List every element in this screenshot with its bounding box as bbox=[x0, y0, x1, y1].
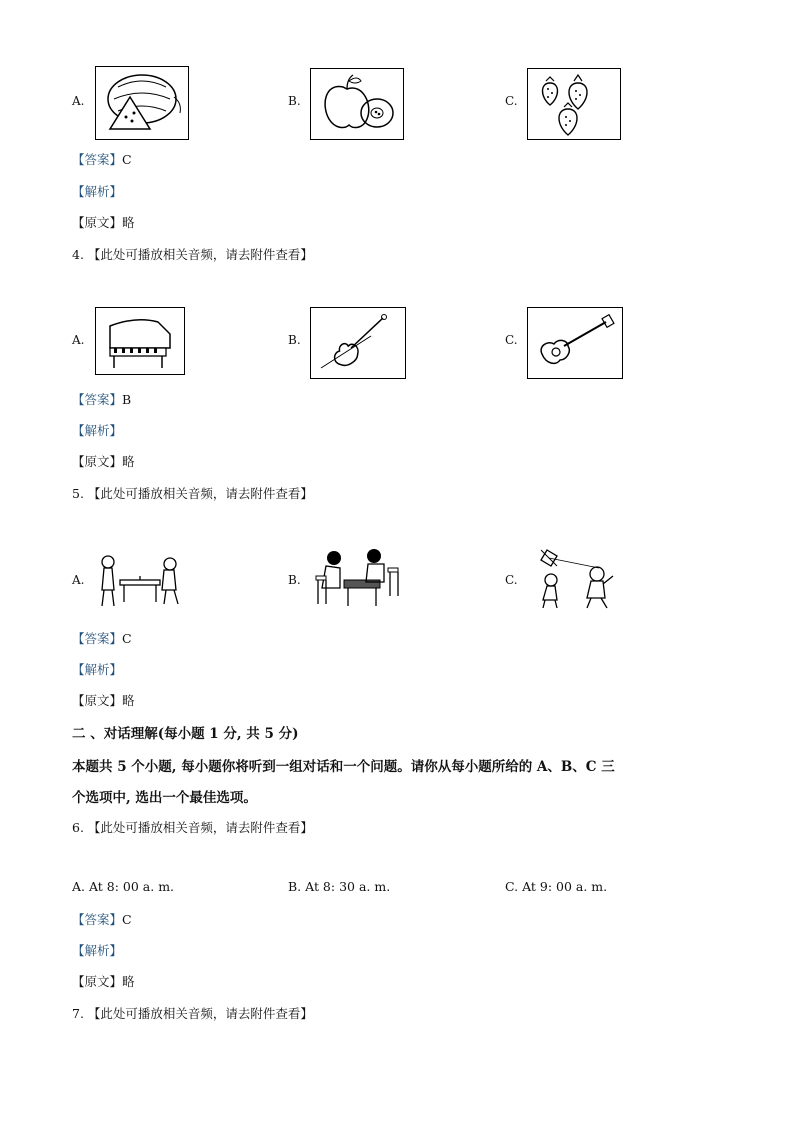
q4-option-c[interactable] bbox=[505, 333, 527, 347]
q5-option-c[interactable] bbox=[505, 573, 527, 587]
q5-option-a[interactable] bbox=[72, 573, 94, 587]
q4-original bbox=[72, 452, 135, 470]
answer-value: C bbox=[122, 631, 132, 646]
chess-kids-icon bbox=[310, 546, 406, 612]
option-letter: C. bbox=[505, 94, 518, 108]
original-value: 略 bbox=[122, 693, 135, 708]
q3-answer bbox=[72, 150, 132, 168]
q3-option-c[interactable] bbox=[505, 94, 527, 108]
piano-icon bbox=[95, 307, 185, 375]
ping-pong-kids-icon bbox=[94, 550, 186, 614]
q5-analysis-label: 【解析】 bbox=[72, 662, 123, 677]
strawberry-icon bbox=[527, 68, 621, 140]
section-instruction-line1: 本题共 5 个小题, 每小题你将听到一组对话和一个问题。请你从每小题所给的 A、B、C 三 bbox=[72, 759, 615, 775]
q5-answer bbox=[72, 629, 132, 647]
q6-answer bbox=[72, 910, 132, 928]
option-letter: C. bbox=[505, 573, 518, 587]
option-letter: B. bbox=[288, 333, 301, 347]
answer-label: 【答案】 bbox=[72, 152, 123, 167]
answer-label: 【答案】 bbox=[72, 392, 123, 407]
q3-option-b[interactable] bbox=[288, 94, 310, 108]
q6-option-b[interactable]: B. At 8: 30 a. m. bbox=[288, 879, 391, 894]
answer-value: C bbox=[122, 152, 132, 167]
apple-icon bbox=[310, 68, 404, 140]
original-label: 【原文】 bbox=[72, 974, 123, 989]
q6-option-c[interactable]: C. At 9: 00 a. m. bbox=[505, 879, 608, 894]
option-letter: A. bbox=[72, 333, 85, 347]
q3-original bbox=[72, 213, 135, 231]
q7-prompt[interactable]: 7. 【此处可播放相关音频，请去附件查看】 bbox=[72, 1006, 313, 1021]
q5-option-b[interactable] bbox=[288, 573, 310, 587]
option-letter: C. bbox=[505, 333, 518, 347]
q4-analysis-label: 【解析】 bbox=[72, 423, 123, 438]
q6-original bbox=[72, 972, 135, 990]
q4-prompt[interactable]: 4. 【此处可播放相关音频，请去附件查看】 bbox=[72, 247, 313, 262]
original-label: 【原文】 bbox=[72, 693, 123, 708]
original-value: 略 bbox=[122, 974, 135, 989]
original-label: 【原文】 bbox=[72, 215, 123, 230]
q5-original bbox=[72, 691, 135, 709]
q3-option-a[interactable] bbox=[72, 94, 94, 108]
option-letter: B. bbox=[288, 573, 301, 587]
q6-analysis-label: 【解析】 bbox=[72, 943, 123, 958]
guitar-icon bbox=[527, 307, 623, 379]
option-letter: A. bbox=[72, 94, 85, 108]
original-value: 略 bbox=[122, 454, 135, 469]
answer-value: C bbox=[122, 912, 132, 927]
q4-option-b[interactable] bbox=[288, 333, 310, 347]
answer-label: 【答案】 bbox=[72, 912, 123, 927]
option-letter: B. bbox=[288, 94, 301, 108]
q4-option-a[interactable] bbox=[72, 333, 94, 347]
q3-analysis-label: 【解析】 bbox=[72, 184, 123, 199]
watermelon-icon bbox=[95, 66, 189, 140]
q6-prompt[interactable]: 6. 【此处可播放相关音频，请去附件查看】 bbox=[72, 820, 313, 835]
answer-label: 【答案】 bbox=[72, 631, 123, 646]
section-instruction-line2: 个选项中, 选出一个最佳选项。 bbox=[72, 790, 257, 806]
q4-answer bbox=[72, 390, 131, 408]
q6-option-a[interactable]: A. At 8: 00 a. m. bbox=[72, 879, 175, 894]
violin-icon bbox=[310, 307, 406, 379]
section-heading: 二 、对话理解(每小题 1 分, 共 5 分) bbox=[72, 726, 299, 742]
option-letter: A. bbox=[72, 573, 85, 587]
q5-prompt[interactable]: 5. 【此处可播放相关音频，请去附件查看】 bbox=[72, 486, 313, 501]
answer-value: B bbox=[122, 392, 132, 407]
kite-kids-icon bbox=[527, 546, 619, 612]
original-label: 【原文】 bbox=[72, 454, 123, 469]
original-value: 略 bbox=[122, 215, 135, 230]
